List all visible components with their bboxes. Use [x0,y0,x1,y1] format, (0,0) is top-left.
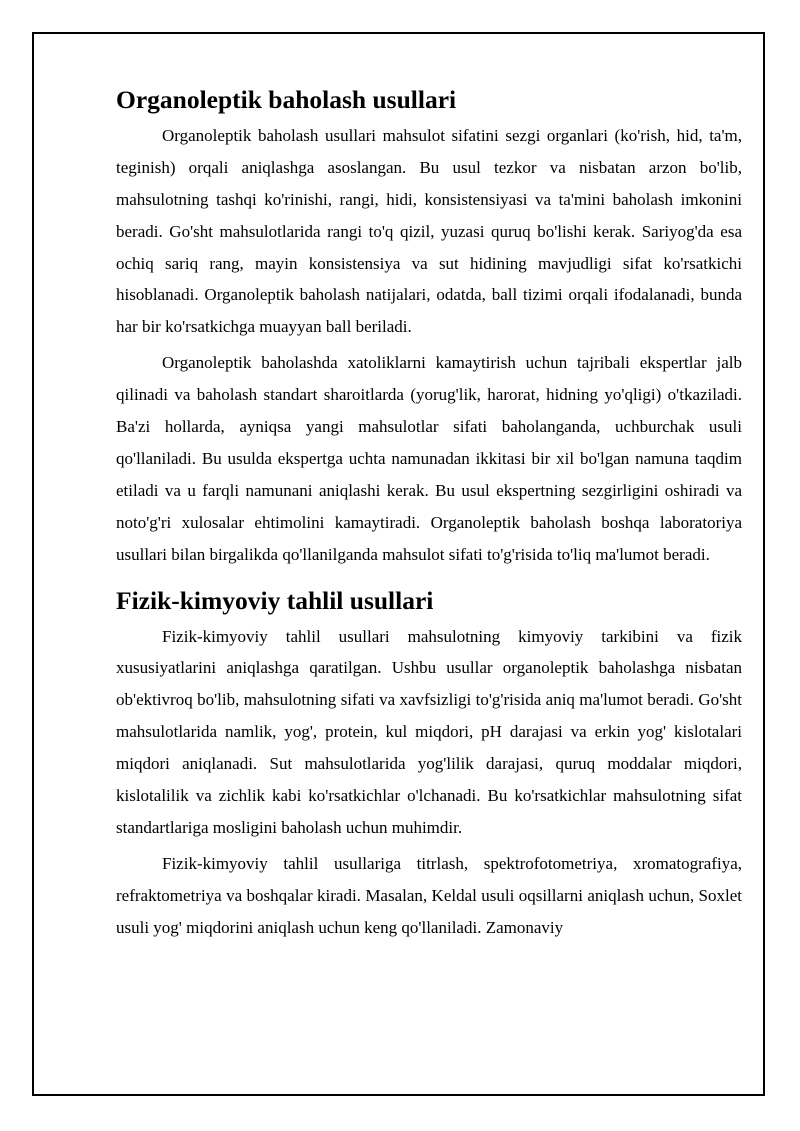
section-heading-organoleptik: Organoleptik baholash usullari [116,85,457,114]
document-body [116,84,742,948]
section-heading-fizik-kimyoviy: Fizik-kimyoviy tahlil usullari [116,585,434,615]
paragraph: Organoleptik baholashda xatoliklarni kamaytirish uchun tajribali ekspertlar jalb qilinadi va baholash standart sharoitlarda (yorug'lik, harorat, hidning yo'qligi) o'tkaziladi. Ba'zi hollarda, ayniqsa yangi mahsulotlar sifati baholanganda, uchburchak usuli qo'llaniladi. Bu usulda ekspertga uchta namunadan ikkitasi bir xil bo'lgan namuna taqdim etiladi va u farqli namunani aniqlashi kerak. Bu usul ekspertning sezgirligini oshiradi va noto'g'ri xulosalar ehtimolini kamaytiradi. Organoleptik baholash boshqa laboratoriya usullari bilan birgalikda qo'llanilganda mahsulot sifati to'g'risida to'liq ma'lumot beradi. [116,353,742,564]
paragraph: Fizik-kimyoviy tahlil usullariga titrlash, spektrofotometriya, xromatografiya, refraktometriya va boshqalar kiradi. Masalan, Keldal usuli oqsillarni aniqlash uchun, Soxlet usuli yog' miqdorini aniqlash uchun keng qo'llaniladi. Zamonaviy [116,853,742,937]
paragraph: Fizik-kimyoviy tahlil usullari mahsulotning kimyoviy tarkibini va fizik xususiyatlarini aniqlashga qaratilgan. Ushbu usullar organoleptik baholashga nisbatan ob'ektivroq bo'lib, mahsulotning sifati va xavfsizligi to'g'risida aniq ma'lumot beradi. Go'sht mahsulotlarida namlik, yog', protein, kul miqdori, pH darajasi va erkin yog' kislotalari miqdori aniqlanadi. Sut mahsulotlarida yog'lilik darajasi, quruq moddalar miqdori, kislotalilik va zichlik kabi ko'rsatkichlar o'lchanadi. Bu ko'rsatkichlar mahsulotning sifat standartlariga mosligini baholash uchun muhimdir. [116,626,742,837]
paragraph: Organoleptik baholash usullari mahsulot sifatini sezgi organlari (ko'rish, hid, ta'm, teginish) orqali aniqlashga asoslangan. Bu usul tezkor va nisbatan arzon bo'lib, mahsulotning tashqi ko'rinishi, rangi, hidi, konsistensiyasi va ta'mini baholash imkonini beradi. Go'sht mahsulotlarida rangi to'q qizil, yuzasi quruq bo'lishi kerak. Sariyog'da esa ochiq sariq rang, mayin konsistensiya va sut hidining mavjudligi sifat ko'rsatkichi hisoblanadi. Organoleptik baholash natijalari, odatda, ball tizimi orqali ifodalanadi, bunda har bir ko'rsatkichga muayyan ball beriladi. [116,125,742,337]
